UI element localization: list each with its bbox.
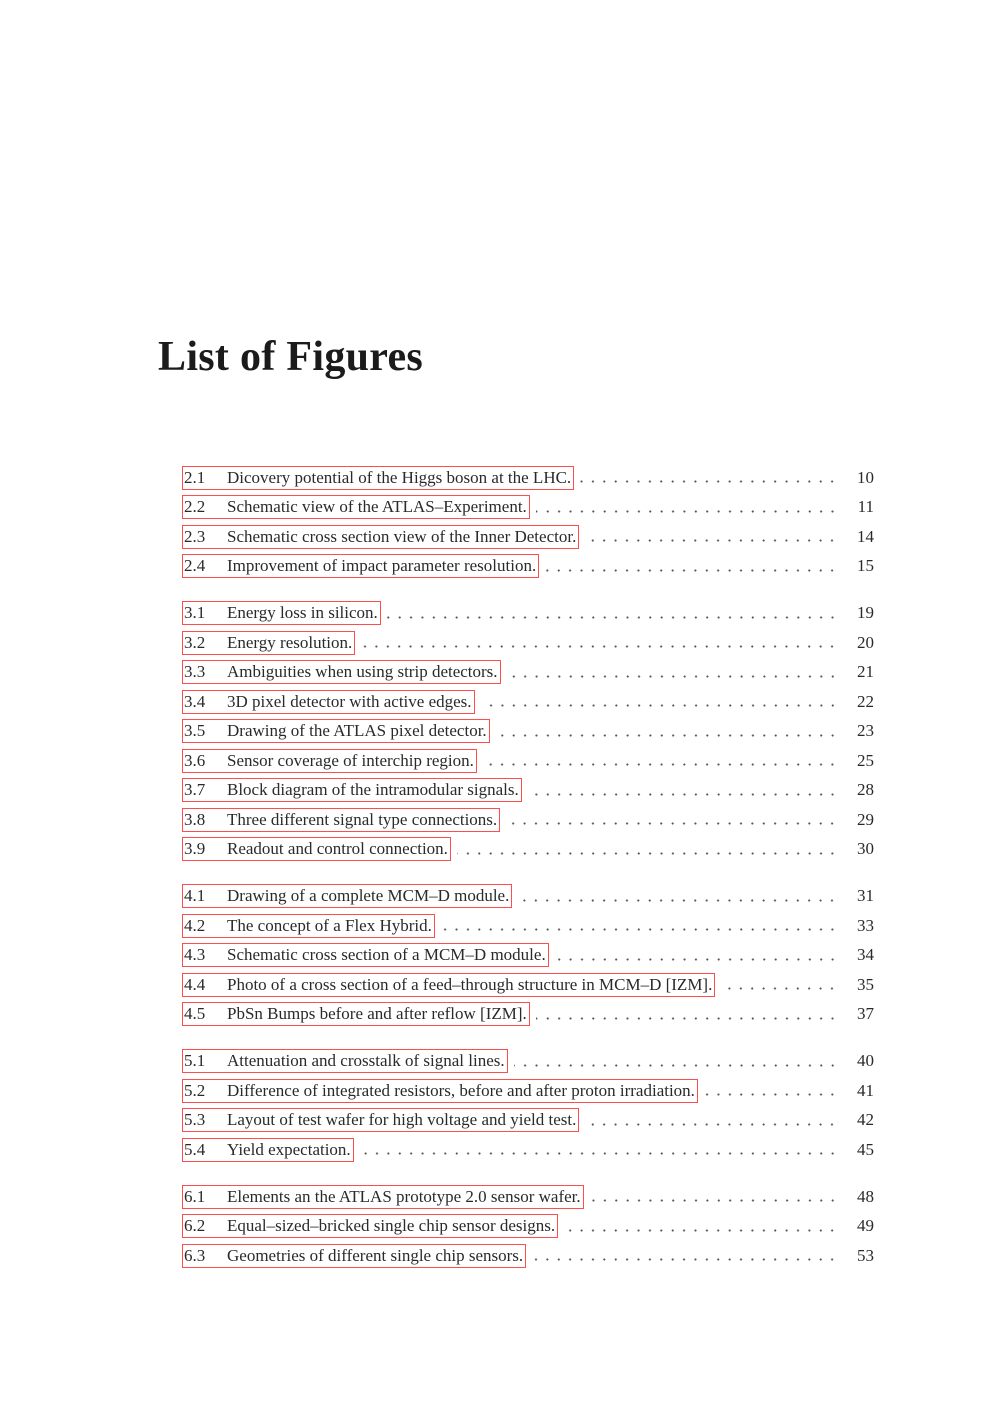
- figure-link[interactable]: [182, 719, 490, 743]
- page-number: 40: [857, 1051, 874, 1071]
- figure-entry: [184, 493, 874, 523]
- dot-leader: [580, 473, 838, 491]
- figure-number: 3.9: [184, 839, 206, 859]
- page-number: 48: [857, 1186, 874, 1206]
- figure-number: 2.1: [184, 467, 206, 487]
- figure-caption: Energy loss in silicon.: [227, 603, 378, 623]
- page-number: 33: [857, 915, 874, 935]
- figure-number: 3.5: [184, 721, 206, 741]
- page-number: 25: [857, 750, 874, 770]
- dot-leader: [528, 785, 838, 803]
- figure-caption: Schematic cross section view of the Inner Detector.: [227, 526, 577, 546]
- dot-leader: [564, 1221, 838, 1239]
- figure-caption: Attenuation and crosstalk of signal lines.: [227, 1051, 505, 1071]
- figure-caption: Layout of test wafer for high voltage and yield test.: [227, 1110, 577, 1130]
- figure-link[interactable]: [182, 554, 539, 578]
- figure-entry: [184, 687, 874, 717]
- figure-link[interactable]: [182, 1079, 698, 1103]
- figure-link[interactable]: [182, 1002, 530, 1026]
- figure-link[interactable]: [182, 690, 475, 714]
- figure-link[interactable]: [182, 1108, 579, 1132]
- page-number: 34: [857, 945, 874, 965]
- figure-entry: [184, 835, 874, 865]
- figure-caption: Readout and control connection.: [227, 839, 448, 859]
- figure-number: 5.2: [184, 1080, 206, 1100]
- figure-caption: Drawing of a complete MCM–D module.: [227, 886, 510, 906]
- page-number: 10: [857, 467, 874, 487]
- figure-caption: Geometries of different single chip sensors.: [227, 1245, 524, 1265]
- figure-entry: [184, 1182, 874, 1212]
- figure-caption: PbSn Bumps before and after reflow [IZM].: [227, 1004, 527, 1024]
- dot-leader: [514, 1056, 838, 1074]
- figure-number: 2.3: [184, 526, 206, 546]
- figure-number: 5.4: [184, 1139, 206, 1159]
- figure-link[interactable]: [182, 601, 381, 625]
- figure-number: 4.1: [184, 886, 206, 906]
- figure-entry: [184, 882, 874, 912]
- page-number: 45: [857, 1139, 874, 1159]
- figure-entry: [184, 599, 874, 629]
- figure-link[interactable]: [182, 943, 549, 967]
- figure-number: 6.2: [184, 1216, 206, 1236]
- dot-leader: [361, 638, 838, 656]
- figure-entry: [184, 970, 874, 1000]
- figure-entry: [184, 1135, 874, 1165]
- figure-link[interactable]: [182, 1138, 354, 1162]
- figure-link[interactable]: [182, 1214, 558, 1238]
- page-title: List of Figures: [158, 334, 424, 380]
- figure-entry: [184, 522, 874, 552]
- figure-link[interactable]: [182, 1244, 526, 1268]
- figure-entry: [184, 776, 874, 806]
- dot-leader: [536, 502, 838, 520]
- figure-caption: Equal–sized–bricked single chip sensor designs.: [227, 1216, 556, 1236]
- figure-link[interactable]: [182, 1049, 508, 1073]
- figure-number: 4.2: [184, 915, 206, 935]
- figure-entry: [184, 1212, 874, 1242]
- figure-link[interactable]: [182, 1185, 584, 1209]
- figure-link[interactable]: [182, 808, 500, 832]
- page-number: 11: [857, 497, 874, 517]
- figure-link[interactable]: [182, 914, 435, 938]
- figure-number: 4.4: [184, 974, 206, 994]
- figure-caption: Dicovery potential of the Higgs boson at the LHC.: [227, 467, 572, 487]
- figure-number: 3.7: [184, 780, 206, 800]
- figure-entry: [184, 1000, 874, 1030]
- figure-caption: Elements an the ATLAS prototype 2.0 sensor wafer.: [227, 1186, 581, 1206]
- figure-entry: [184, 1106, 874, 1136]
- dot-leader: [387, 608, 838, 626]
- chapter-group: [184, 599, 874, 865]
- figure-number: 4.3: [184, 945, 206, 965]
- dot-leader: [545, 561, 838, 579]
- figure-link[interactable]: [182, 837, 451, 861]
- figure-number: 4.5: [184, 1004, 206, 1024]
- figure-link[interactable]: [182, 495, 530, 519]
- figure-caption: Three different signal type connections.: [227, 809, 498, 829]
- page-number: 30: [857, 839, 874, 859]
- page-number: 35: [857, 974, 874, 994]
- dot-leader: [496, 726, 838, 744]
- figure-entry: [184, 746, 874, 776]
- dot-leader: [532, 1251, 838, 1269]
- figure-entry: [184, 941, 874, 971]
- figure-link[interactable]: [182, 660, 501, 684]
- figure-number: 3.3: [184, 662, 206, 682]
- figure-number: 6.3: [184, 1245, 206, 1265]
- page-number: 53: [857, 1245, 874, 1265]
- figure-link[interactable]: [182, 466, 574, 490]
- figure-entry: [184, 658, 874, 688]
- dot-leader: [555, 950, 838, 968]
- figure-caption: Block diagram of the intramodular signals.: [227, 780, 519, 800]
- page-number: 28: [857, 780, 874, 800]
- dot-leader: [506, 815, 838, 833]
- figure-entry: [184, 463, 874, 493]
- page-number: 22: [857, 691, 874, 711]
- figure-link[interactable]: [182, 631, 355, 655]
- page-number: 49: [857, 1216, 874, 1236]
- dot-leader: [507, 667, 838, 685]
- dot-leader: [441, 921, 838, 939]
- page-number: 21: [857, 662, 874, 682]
- figure-caption: Improvement of impact parameter resolution.: [227, 556, 537, 576]
- dot-leader: [585, 532, 838, 550]
- figure-link[interactable]: [182, 525, 579, 549]
- figure-number: 3.8: [184, 809, 206, 829]
- chapter-group: [184, 463, 874, 581]
- figure-link[interactable]: [182, 749, 477, 773]
- figure-entry: [184, 911, 874, 941]
- figure-caption: Difference of integrated resistors, before and after proton irradiation.: [227, 1080, 695, 1100]
- chapter-group: [184, 882, 874, 1030]
- page-number: 20: [857, 632, 874, 652]
- figure-number: 3.6: [184, 750, 206, 770]
- figure-link[interactable]: [182, 973, 715, 997]
- figure-number: 3.4: [184, 691, 206, 711]
- figure-caption: Schematic cross section of a MCM–D module.: [227, 945, 546, 965]
- page-number: 37: [857, 1004, 874, 1024]
- dot-leader: [721, 980, 838, 998]
- dot-leader: [518, 891, 838, 909]
- figure-entry: [184, 1047, 874, 1077]
- figure-entry: [184, 805, 874, 835]
- dot-leader: [481, 697, 838, 715]
- page-number: 14: [857, 526, 874, 546]
- page-number: 31: [857, 886, 874, 906]
- dot-leader: [536, 1009, 838, 1027]
- figure-number: 3.1: [184, 603, 206, 623]
- dot-leader: [704, 1086, 838, 1104]
- figure-caption: 3D pixel detector with active edges.: [227, 691, 472, 711]
- page-number: 29: [857, 809, 874, 829]
- figure-number: 2.4: [184, 556, 206, 576]
- page-number: 42: [857, 1110, 874, 1130]
- dot-leader: [590, 1192, 838, 1210]
- figure-entry: [184, 552, 874, 582]
- figure-caption: Drawing of the ATLAS pixel detector.: [227, 721, 487, 741]
- figure-number: 6.1: [184, 1186, 206, 1206]
- chapter-group: [184, 1047, 874, 1165]
- page-number: 41: [857, 1080, 874, 1100]
- page-number: 23: [857, 721, 874, 741]
- page-number: 15: [857, 556, 874, 576]
- figure-entry: [184, 717, 874, 747]
- figure-caption: Energy resolution.: [227, 632, 353, 652]
- figure-caption: Photo of a cross section of a feed–through structure in MCM–D [IZM].: [227, 974, 713, 994]
- figure-entry: [184, 628, 874, 658]
- figure-caption: Sensor coverage of interchip region.: [227, 750, 474, 770]
- figure-link[interactable]: [182, 778, 522, 802]
- dot-leader: [483, 756, 838, 774]
- figure-link[interactable]: [182, 884, 512, 908]
- figure-caption: Ambiguities when using strip detectors.: [227, 662, 498, 682]
- dot-leader: [585, 1115, 838, 1133]
- dot-leader: [457, 844, 838, 862]
- chapter-group: [184, 1182, 874, 1271]
- figure-entry: [184, 1241, 874, 1271]
- dot-leader: [360, 1145, 838, 1163]
- figure-number: 5.3: [184, 1110, 206, 1130]
- figure-list: [184, 463, 874, 1288]
- figure-number: 2.2: [184, 497, 206, 517]
- figure-caption: The concept of a Flex Hybrid.: [227, 915, 432, 935]
- figure-number: 5.1: [184, 1051, 206, 1071]
- figure-number: 3.2: [184, 632, 206, 652]
- figure-entry: [184, 1076, 874, 1106]
- figure-caption: Schematic view of the ATLAS–Experiment.: [227, 497, 527, 517]
- page-number: 19: [857, 603, 874, 623]
- figure-caption: Yield expectation.: [227, 1139, 351, 1159]
